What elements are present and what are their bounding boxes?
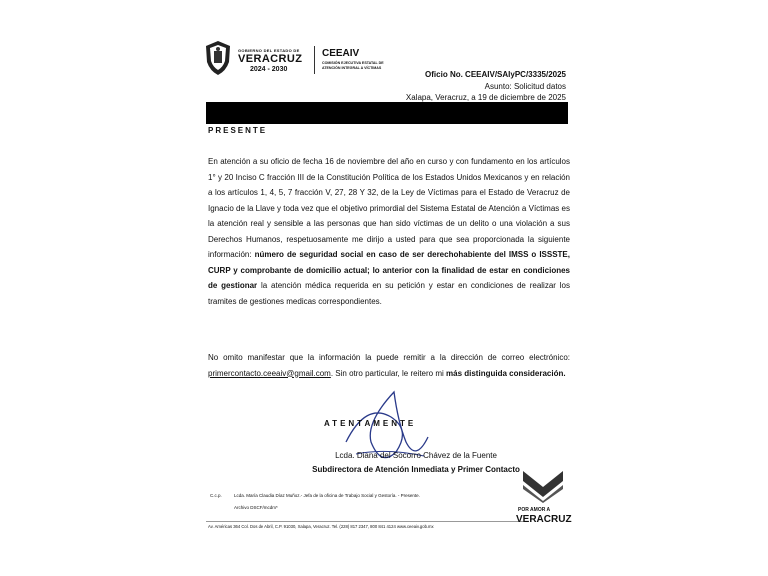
oficio-number: Oficio No. CEEAIV/SAIyPC/3335/2025 xyxy=(425,70,566,79)
por-amor-a-veracruz-logo xyxy=(518,467,568,503)
archive-code: Archivo DSCF/mcdm* xyxy=(234,505,278,510)
paragraph-2 xyxy=(208,350,570,381)
gov-label-big: VERACRUZ xyxy=(238,53,303,65)
footer-address: Av. Américas 364 Col. Dos de Abril, C.P. 91030, Xalapa, Veracruz. Tel. (228) 817 2347, 800 841 4124 www.ceeaiv.gob.mx xyxy=(208,524,434,529)
email-link[interactable]: primercontacto.ceeaiv@gmail.com xyxy=(208,368,331,378)
footer-rule xyxy=(206,521,526,522)
closing-atentamente: ATENTAMENTE xyxy=(324,419,417,428)
org-name: CEEAIV xyxy=(322,48,360,59)
signer-name: Lcda. Diana del Socorro Chávez de la Fuente xyxy=(335,451,497,460)
cc-label: C.c.p. xyxy=(210,493,222,498)
paragraph-2-tail: . Sin otro particular, le reitero mi xyxy=(330,368,444,378)
salutation: PRESENTE xyxy=(208,126,268,135)
slogan-small: POR AMOR A xyxy=(518,507,551,513)
gov-label-small: GOBIERNO DEL ESTADO DE xyxy=(238,48,300,53)
header-divider xyxy=(314,46,315,74)
signer-title: Subdirectora de Atención Inmediata y Primer Contacto xyxy=(312,465,520,474)
asunto: Asunto: Solicitud datos xyxy=(484,82,566,91)
paragraph-1-text: En atención a su oficio de fecha 16 de noviembre del año en curso y con fundamento en los artículos 1° y 20 Inciso C fracción III de la Constitución Política de los Estados Unidos Mexicanos y en relación a los artículos 1, 4, 5, 7 fracción V, 27, 28 Y 32, de la Ley de Víctimas para el Estado de Veracruz de Ignacio de la Llave y toda vez que el objetivo primordial del Sistema Estatal de Atención a Víctimas es la atención real y sensible a las personas que han sido víctimas de un delito o una violación a sus Derechos Humanos, respetuosamente me dirijo a usted para que sea proporcionada la siguiente información: xyxy=(208,157,570,259)
org-subtitle-1: COMISIÓN EJECUTIVA ESTATAL DE xyxy=(322,61,384,65)
paragraph-2-bold: más distinguida consideración. xyxy=(446,368,566,378)
paragraph-1-bold: número de seguridad social en caso de ser derechohabiente del IMSS o ISSSTE, CURP y comprobante de domicilio actual; lo anterior con la finalidad de estar en condiciones de gestionar xyxy=(208,250,570,290)
document-page xyxy=(188,4,588,570)
place-date: Xalapa, Veracruz, a 19 de diciembre de 2025 xyxy=(405,93,566,102)
gov-years: 2024 - 2030 xyxy=(250,66,288,73)
state-coat-of-arms-logo xyxy=(204,40,232,76)
org-subtitle-2: ATENCIÓN INTEGRAL A VÍCTIMAS xyxy=(322,66,382,70)
cc-text: Lcda. María Claudia Díaz Muñoz.- Jefa de la oficina de Trabajo Social y Gestoría. - Presente. xyxy=(234,493,420,498)
paragraph-1-tail: la atención médica requerida en su petición y estar en condiciones de realizar los tramites de gestiones medicas correspondientes. xyxy=(208,281,570,306)
paragraph-2-text: No omito manifestar que la información la puede remitir a la dirección de correo electrónico: xyxy=(208,353,570,362)
redacted-recipient xyxy=(206,102,568,124)
paragraph-1 xyxy=(208,154,570,309)
slogan-big: VERACRUZ xyxy=(516,514,572,525)
